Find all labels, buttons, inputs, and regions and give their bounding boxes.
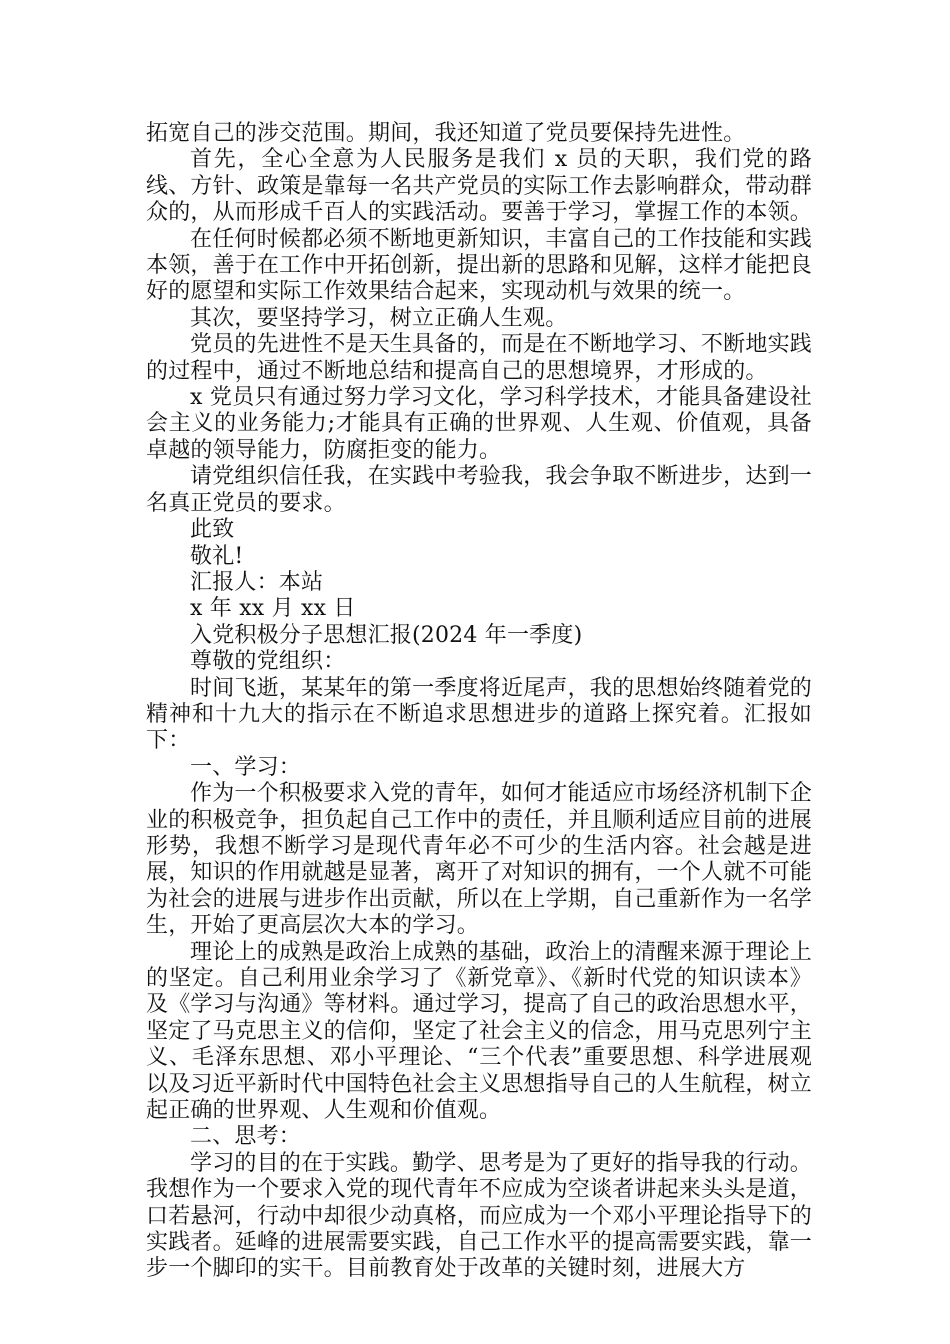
paragraph: 汇报人：本站	[190, 569, 324, 595]
paragraph: 敬礼!	[190, 543, 244, 569]
paragraph: 拓宽自己的涉交范围。期间，我还知道了党员要保持先进性。	[146, 121, 746, 146]
paragraph: 入党积极分子思想汇报(2024 年一季度)	[190, 622, 583, 648]
paragraph: 尊敬的党组织：	[190, 649, 346, 675]
paragraph: 党员的先进性不是天生具备的，而是在不断地学习、不断地实践的过程中，通过不断地总结和提高自己的思想境界，才形成的。	[146, 332, 812, 384]
paragraph: 理论上的成熟是政治上成熟的基础，政治上的清醒来源于理论上的坚定。自己利用业余学习了《新党章》、《新时代党的知识读本》及《学习与沟通》等材料。通过学习，提高了自己的政治思想水平，坚定了马克思主义的信仰，坚定了社会主义的信念，用马克思列宁主义、毛泽东思想、邓小平理论、“三个代表”重要思想、科学进展观以及习近平新时代中国特色社会主义思想指导自己的人生航程，树立起正确的世界观、人生观和价值观。	[146, 939, 813, 1124]
paragraph: x 党员只有通过努力学习文化，学习科学技术，才能具备建设社会主义的业务能力;才能具有正确的世界观、人生观、价值观，具备卓越的领导能力，防腐拒变的能力。	[146, 385, 812, 463]
paragraph: 在任何时候都必须不断地更新知识，丰富自己的工作技能和实践本领，善于在工作中开拓创新，提出新的思路和见解，这样才能把良好的愿望和实际工作效果结合起来，实现动机与效果的统一。	[146, 226, 813, 305]
paragraph: 一、学习：	[190, 754, 302, 780]
paragraph: 学习的目的在于实践。勤学、思考是为了更好的指导我的行动。我想作为一个要求入党的现代青年不应成为空谈者讲起来头头是道，口若悬河，行动中却很少动真格，而应成为一个邓小平理论指导下的实践者。延峰的进展需要实践，自己工作水平的提高需要实践，靠一步一个脚印的实干。目前教育处于改革的关键时刻，进展大方	[146, 1150, 813, 1282]
paragraph: x 年 xx 月 xx 日	[190, 596, 356, 622]
paragraph: 此致	[190, 517, 235, 543]
paragraph: 其次，要坚持学习，树立正确人生观。	[190, 305, 568, 331]
paragraph: 请党组织信任我，在实践中考验我，我会争取不断进步，达到一名真正党员的要求。	[146, 464, 812, 516]
paragraph: 作为一个积极要求入党的青年，如何才能适应市场经济机制下企业的积极竞争，担负起自己工作中的责任，并且顺利适应目前的进展形势，我想不断学习是现代青年必不可少的生活内容。社会越是进展，知识的作用就越是显著，离开了对知识的拥有，一个人就不可能为社会的进展与进步作出贡献，所以在上学期，自己重新作为一名学生，开始了更高层次大本的学习。	[146, 781, 813, 939]
document-page	[146, 121, 812, 1283]
paragraph: 时间飞逝，某某年的第一季度将近尾声，我的思想始终随着党的精神和十九大的指示在不断追求思想进步的道路上探究着。汇报如下：	[146, 675, 812, 754]
paragraph: 首先，全心全意为人民服务是我们 x 员的天职，我们党的路线、方针、政策是靠每一名共产党员的实际工作去影响群众，带动群众的，从而形成千百人的实践活动。要善于学习，掌握工作的本领。	[146, 147, 813, 226]
paragraph: 二、思考：	[190, 1124, 302, 1150]
